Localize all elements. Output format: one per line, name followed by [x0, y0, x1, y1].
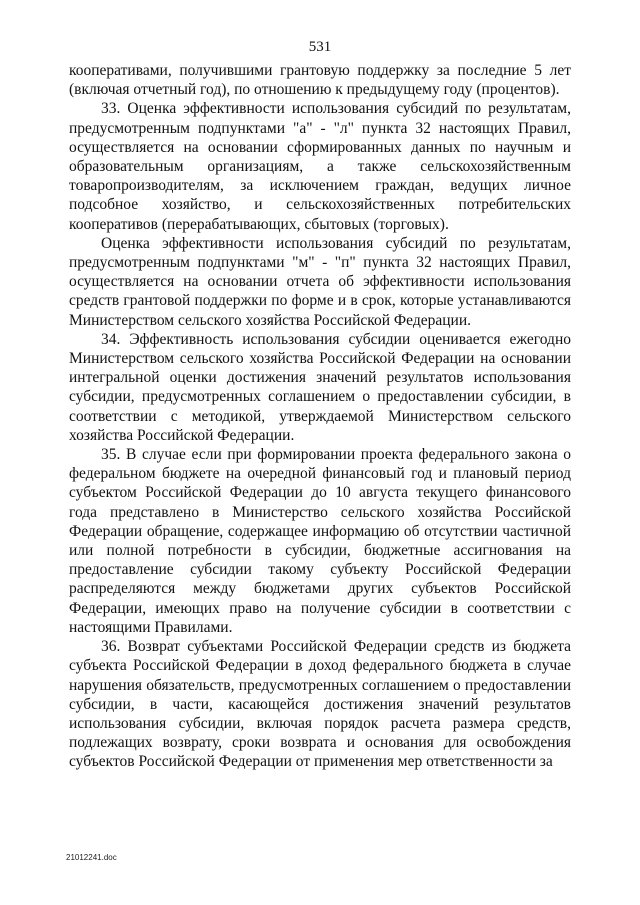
footer-filename: 21012241.doc [66, 853, 117, 862]
paragraph-continuation: кооперативами, получившими грантовую поддержку за последние 5 лет (включая отчетный год), по отношению к предыдущему году (процентов). [69, 62, 571, 99]
page-number: 531 [308, 39, 332, 55]
paragraph-36: 36. Возврат субъектами Российской Федерации средств из бюджета субъекта Российской Федерации в доход федерального бюджета в случае нарушения обязательств, предусмотренных соглашением о предоставлении субсидии, в части, касающейся достижения значений результатов использования субсидии, включая порядок расчета размера средств, подлежащих возврату, сроки возврата и основания для освобождения субъектов Российской Федерации от применения мер ответственности за [69, 638, 571, 771]
paragraph-34: 34. Эффективность использования субсидии оценивается ежегодно Министерством сельского хозяйства Российской Федерации на основании интегральной оценки достижения значений результатов использования субсидии, предусмотренных соглашением о предоставлении субсидии, в соответствии с методикой, утверждаемой Министерством сельского хозяйства Российской Федерации. [69, 330, 571, 444]
document-body [69, 61, 571, 772]
paragraph-35: 35. В случае если при формировании проекта федерального закона о федеральном бюджете на очередной финансовый год и плановый период субъектом Российской Федерации до 10 августа текущего финансового года представлено в Министерство сельского хозяйства Российской Федерации обращение, содержащее информацию об отсутствии частичной или полной потребности в субсидии, бюджетные ассигнования на предоставление субсидии такому субъекту Российской Федерации распределяются между бюджетами других субъектов Российской Федерации, имеющих право на получение субсидии в соответствии с настоящими Правилами. [69, 446, 571, 636]
paragraph-33-assessment: Оценка эффективности использования субсидий по результатам, предусмотренным подпунктами "м" - "п" пункта 32 настоящих Правил, осуществляется на основании отчета об эффективности использования средств грантовой поддержки по форме и в срок, которые устанавливаются Министерством сельского хозяйства Российской Федерации. [69, 234, 571, 329]
paragraph-33: 33. Оценка эффективности использования субсидий по результатам, предусмотренным подпунктами "а" - "л" пункта 32 настоящих Правил, осуществляется на основании сформированных данных по научным и образовательным организациям, а также сельскохозяйственным товаропроизводителям, за исключением граждан, ведущих личное подсобное хозяйство, и сельскохозяйственных потребительских кооперативов (перерабатывающих, сбытовых (торговых). [69, 100, 571, 233]
